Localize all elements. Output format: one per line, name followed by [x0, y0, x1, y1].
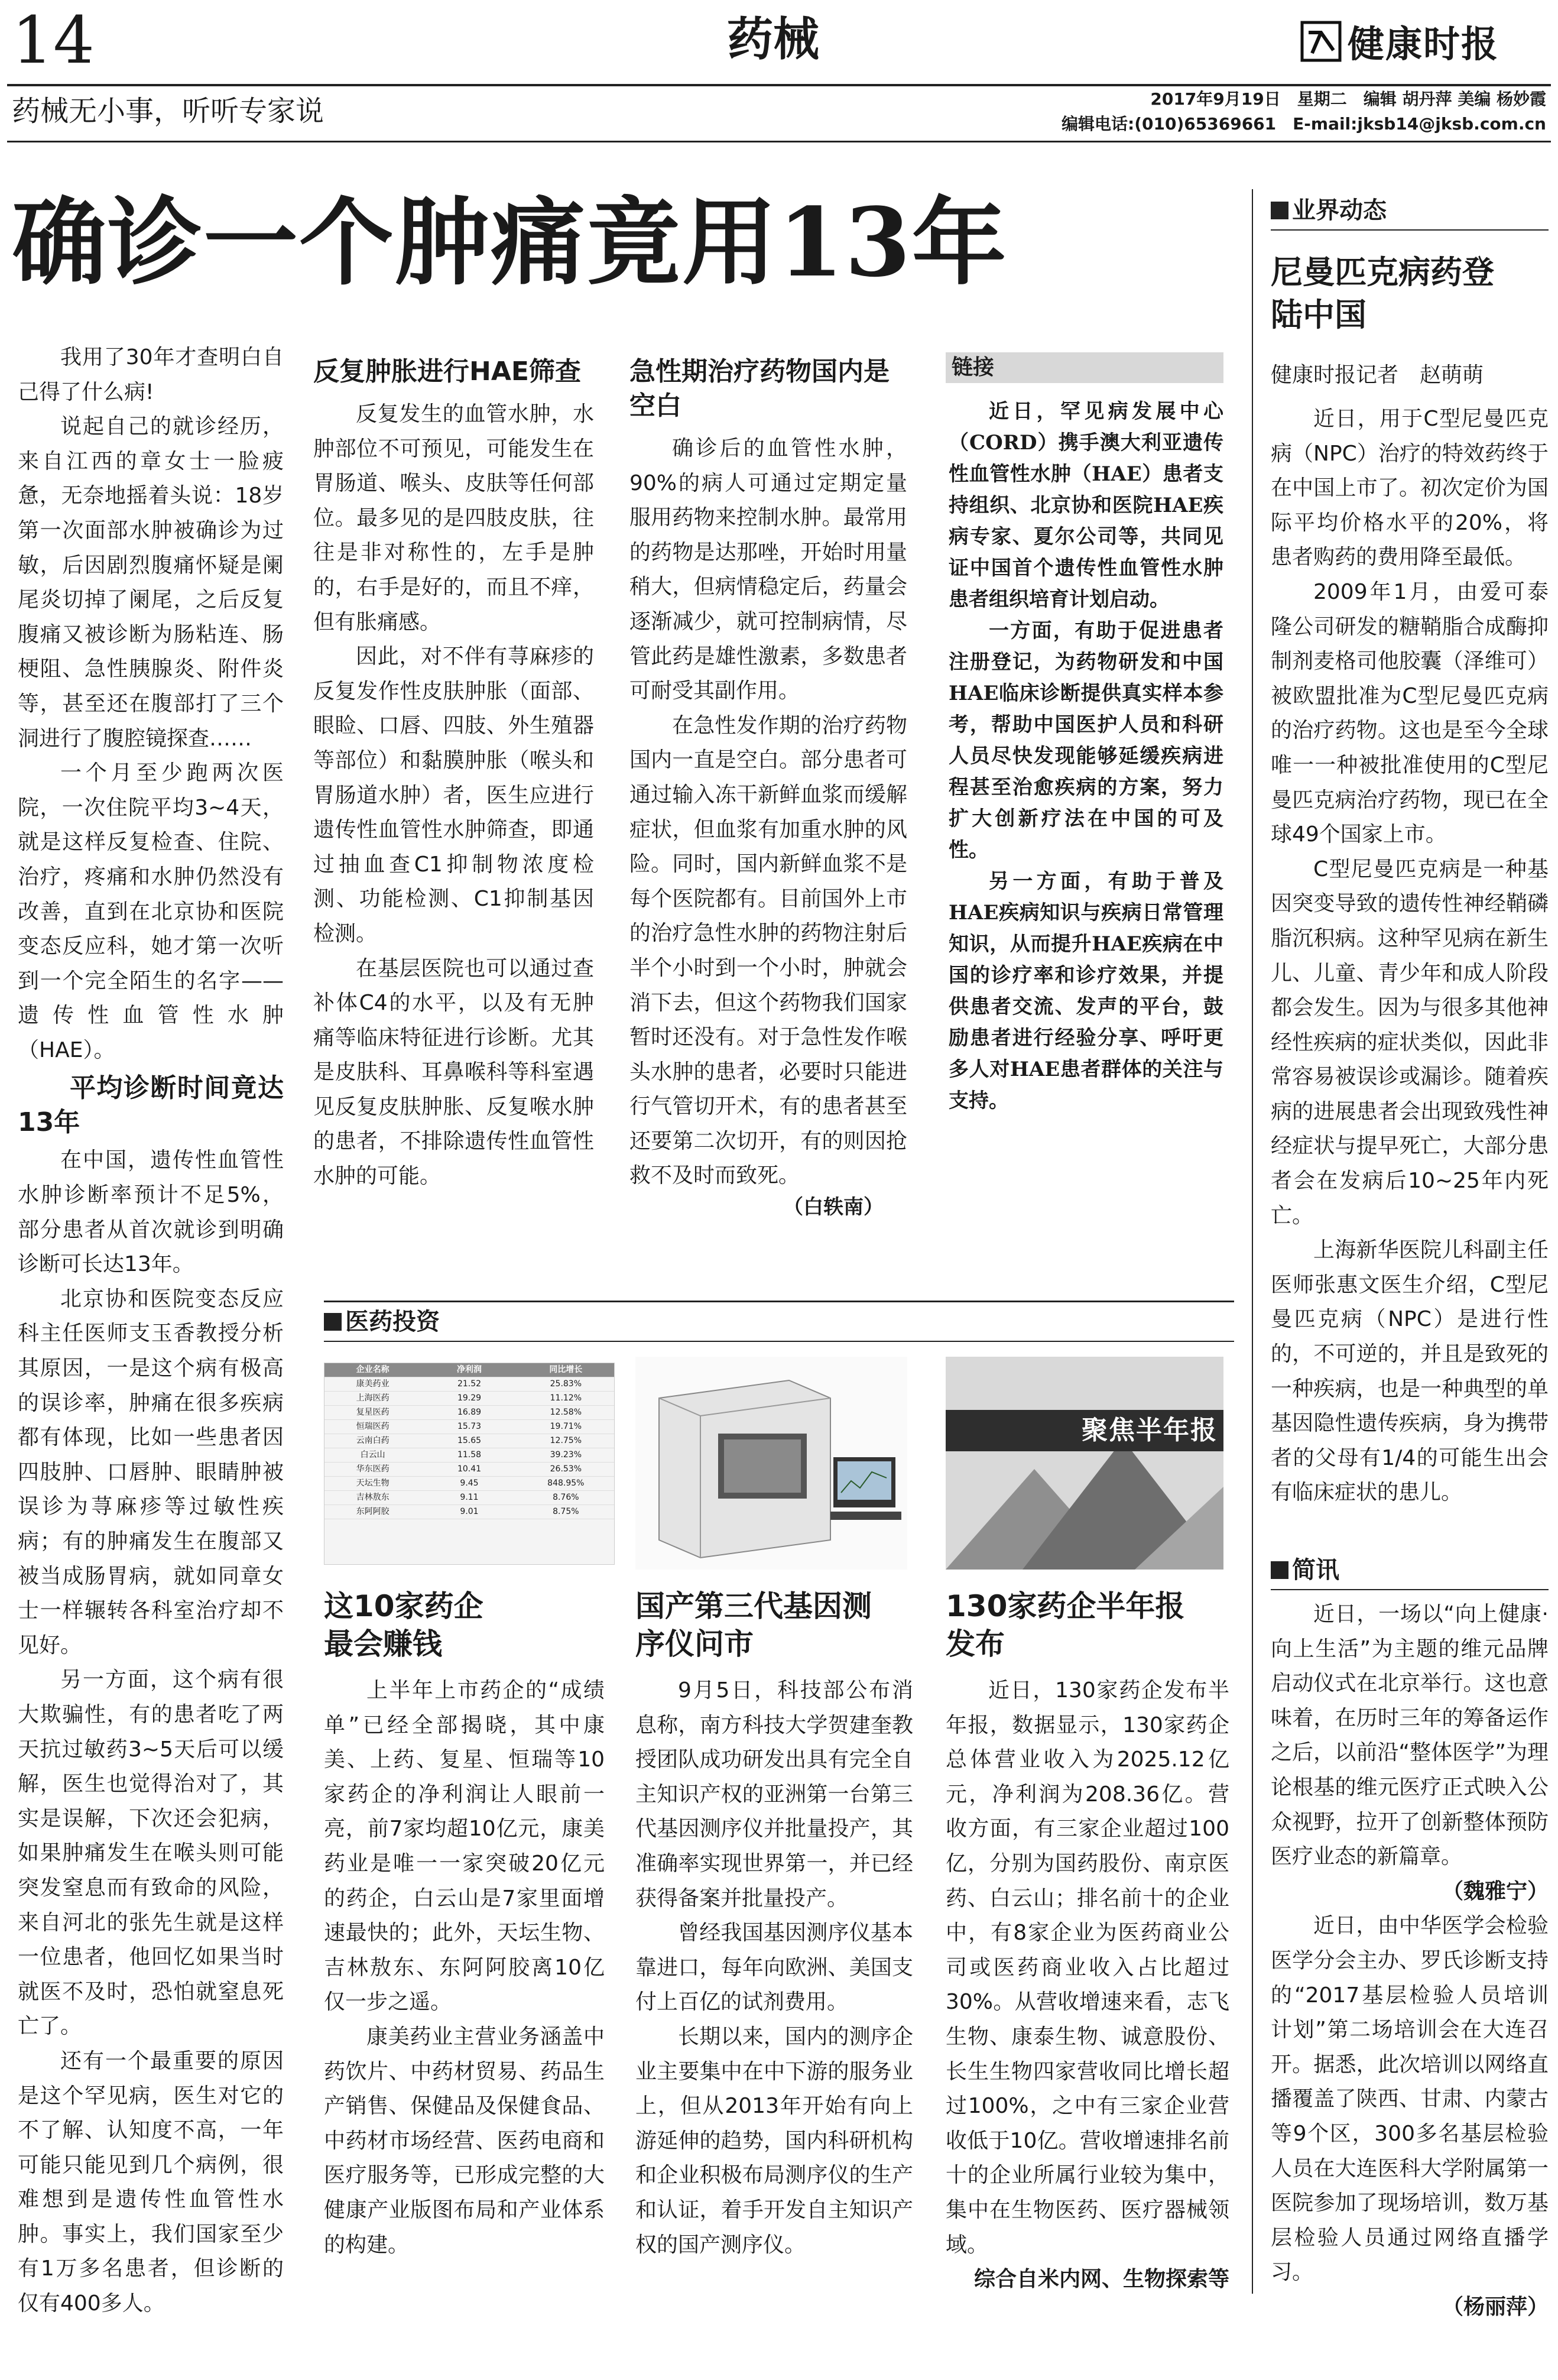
paragraph: 9月5日，科技部公布消息称，南方科技大学贺建奎教授团队成功研发出具有完全自主知识产权的亚洲第一台第三代基因测序仪并批量投产，其准确率实现世界第一，并已经获得备案并批量投产。 [635, 1678, 913, 1911]
half-year-report-image [946, 1357, 1223, 1570]
table-cell: 8.75% [553, 1507, 579, 1516]
invest-label-text: 医药投资 [345, 1308, 440, 1335]
table-cell: 15.73 [457, 1422, 482, 1431]
industry-byline: 健康时报记者 赵萌萌 [1271, 363, 1484, 387]
table-cell: 吉林敖东 [356, 1493, 390, 1502]
invest-story3 [946, 1587, 1229, 2297]
table-row [324, 1448, 614, 1463]
paragraph: 在急性发作期的治疗药物国内一直是空白。部分患者可通过输入冻干新鲜血浆而缓解症状，但血浆有加重水肿的风险。同时，国内新鲜血浆不是每个医院都有。目前国外上市的治疗急性水肿的药物注射后半个小时到一个小时，肿就会消下去，但这个药物我们国家暂时还没有。对于急性发作喉头水肿的患者，必要时只能进行气管切开术，有的患者甚至还要第二次切开，有的则因抢救不及时而致死。 [629, 713, 907, 1188]
table-row [324, 1463, 614, 1477]
table-cell: 10.41 [457, 1464, 482, 1474]
table-row [324, 1377, 614, 1392]
invest-section-label [324, 1306, 440, 1337]
main-col1 [18, 341, 284, 2321]
table-cell: 12.58% [550, 1408, 582, 1417]
table-row [324, 1434, 614, 1448]
paragraph: 长期以来，国内的测序企业主要集中在中下游的服务业上，但从2013年开始有向上游延伸的趋势，国内科研机构和企业积极布局测序仪的生产和认证，着手开发自主知识产权的国产测序仪。 [635, 2024, 913, 2257]
main-col3 [629, 355, 907, 1221]
link-label: 链接 [952, 355, 995, 380]
paragraph: C型尼曼匹克病是一种基因突变导致的遗传性神经鞘磷脂沉积病。这种罕见病在新生儿、儿童、青少年和成人阶段都会发生。因为与很多其他神经性疾病的症状类似，因此非常容易被误诊或漏诊。随着疾病的进展患者会出现致残性神经症状与提早死亡，大部分患者会在发病后10~25年内死亡。 [1271, 857, 1549, 1228]
table-row [324, 1505, 614, 1519]
gene-sequencer-illustration [635, 1357, 907, 1570]
table-cell: 26.53% [550, 1464, 582, 1474]
paragraph: 另一方面，这个病有很大欺骗性，有的患者吃了两天抗过敏药3~5天后可以缓解，医生也觉得治对了，其实是误解，下次还会犯病，如果肿痛发生在喉头则可能突发窒息而有致命的风险，来自河北的张先生就是这样一位患者，他回忆如果当时就医不及时，恐怕就窒息死亡了。 [18, 1668, 284, 2039]
table-row [324, 1406, 614, 1420]
page-number: 14 [12, 2, 95, 78]
table-cell: 15.65 [457, 1436, 482, 1445]
table-cell: 19.29 [457, 1393, 482, 1403]
masthead-emblem-icon [1300, 21, 1342, 62]
column-slogan: 药械无小事，听听专家说 [12, 95, 324, 128]
table-cell: 12.75% [550, 1436, 582, 1445]
table-header-cell: 同比增长 [549, 1365, 583, 1374]
table-cell: 9.45 [460, 1478, 479, 1488]
paragraph: 近日，罕见病发展中心（CORD）携手澳大利亚遗传性血管性水肿（HAE）患者支持组织、北京协和医院HAE疾病专家、夏尔公司等，共同见证中国首个遗传性血管性水肿患者组织培育计划启动。 [949, 400, 1223, 611]
table-cell: 16.89 [457, 1408, 482, 1417]
table-cell: 9.11 [460, 1493, 479, 1502]
paragraph: 曾经我国基因测序仪基本靠进口，每年向欧洲、美国支付上百亿的试剂费用。 [635, 1921, 913, 2015]
brief-label-text: 简讯 [1292, 1557, 1339, 1584]
table-cell: 白云山 [360, 1450, 385, 1460]
main-headline: 确诊一个肿痛竟用13年 [12, 187, 1008, 298]
table-cell: 21.52 [457, 1379, 482, 1389]
paragraph: 一个月至少跑两次医院，一次住院平均3~4天，就是这样反复检查、住院、治疗，疼痛和水肿仍然没有改善，直到在北京协和医院变态反应科，她才第一次听到一个完全陌生的名字——遗传性血管性水肿（HAE）。 [18, 761, 284, 1062]
date-editor-line: 2017年9月19日 星期二 编辑 胡丹萍 美编 杨妙霞 [1150, 89, 1546, 109]
paragraph: 一方面，有助于促进患者注册登记，为药物研发和中国HAE临床诊断提供真实样本参考，帮助中国医护人员和科研人员尽快发现能够延缓疾病进程甚至治愈疾病的方案，努力扩大创新疗法在中国的可及性。 [949, 619, 1223, 862]
table-cell: 上海医药 [356, 1393, 390, 1403]
paragraph: 上海新华医院儿科副主任医师张惠文医生介绍，C型尼曼匹克病（NPC）是进行性的，不可逆的，并且是致死的一种疾病，也是一种典型的单基因隐性遗传疾病，身为携带者的父母有1/4的可能生出会有临床症状的患儿。 [1271, 1238, 1549, 1505]
industry-label-text: 业界动态 [1292, 197, 1387, 224]
paragraph: 北京协和医院变态反应科主任医师支玉香教授分析其原因，一是这个病有极高的误诊率，肿痛在很多疾病都有体现，比如一些患者因四肢肿、口唇肿、眼睛肿被误诊为荨麻疹等过敏性疾病；有的肿痛发生在腹部又被当成肠胃病，就如同章女士一样辗转各科室治疗却不见好。 [18, 1286, 284, 1658]
paragraph: 近日，一场以“向上健康·向上生活”为主题的维元品牌启动仪式在北京举行。这也意味着，在历时三年的筹备运作之后，以前沿“整体医学”为理论根基的维元医疗正式映入公众视野，拉开了创新整体预防医疗业态的新篇章。 [1271, 1602, 1549, 1869]
table-header-cell: 净利润 [456, 1365, 482, 1374]
subhead-hae-screening: 反复肿胀进行HAE筛查 [313, 356, 581, 387]
brief-body [1271, 1597, 1549, 2324]
table-cell: 25.83% [550, 1379, 582, 1389]
masthead-logo [1300, 15, 1499, 67]
industry-headline: 尼曼匹克病药登陆中国 [1271, 254, 1494, 333]
table-row [324, 1491, 614, 1505]
contact-line: 编辑电话:(010)65369661 E-mail:jksb14@jksb.com.cn [1062, 114, 1546, 134]
table-cell: 19.71% [550, 1422, 582, 1431]
table-cell: 复星医药 [356, 1408, 390, 1417]
paragraph: 康美药业主营业务涵盖中药饮片、中药材贸易、药品生产销售、保健品及保健食品、中药材市场经营、医药电商和医疗服务等，已形成完整的大健康产业版图布局和产业体系的构建。 [324, 2024, 605, 2257]
brief-section-label [1271, 1555, 1339, 1585]
link-box-label [946, 352, 1223, 383]
industry-section-label [1271, 195, 1387, 226]
paragraph: 因此，对不伴有荨麻疹的反复发作性皮肤肿胀（面部、眼睑、口唇、四肢、外生殖器等部位）和黏膜肿胀（喉头和胃肠道水肿）者，医生应进行遗传性血管性水肿筛查，即通过抽血查C1抑制物浓度检测、功能检测、C1抑制基因检测。 [313, 644, 594, 946]
paragraph: 反复发生的血管水肿，水肿部位不可预见，可能发生在胃肠道、喉头、皮肤等任何部位。最多见的是四肢皮肤，往往是非对称性的，左手是肿的，右手是好的，而且不痒，但有胀痛感。 [313, 402, 594, 634]
story-headline: 国产第三代基因测序仪问市 [635, 1589, 872, 1661]
table-cell: 9.01 [460, 1507, 479, 1516]
section-title: 药械 [727, 13, 820, 66]
main-col2 [313, 355, 594, 1194]
table-row [324, 1392, 614, 1406]
paragraph: 近日，130家药企发布半年报，数据显示，130家药企总体营业收入为2025.12亿元，净利润为208.36亿。营收方面，有三家企业超过100亿，分别为国药股份、南京医药、白云山；排名前十的企业中，有8家企业为医药商业公司或医药商业收入占比超过30%。从营收增速来看，志飞生物、康泰生物、诚意股份、长生生物四家营收同比增长超过100%，之中有三家企业营收低于10亿。营收增速排名前十的企业所属行业较为集中，集中在生物医药、医疗器械领域。 [946, 1678, 1229, 2257]
invest-story1 [324, 1587, 605, 2262]
paragraph: 我用了30年才查明白自己得了什么病! [18, 345, 284, 404]
table-cell: 848.95% [547, 1478, 585, 1488]
sequencer-image [635, 1357, 907, 1570]
paragraph: 2009年1月，由爱可泰隆公司研发的糖鞘脂合成酶抑制剂麦格司他胶囊（泽维可）被欧盟批准为C型尼曼匹克病的治疗药物。这也是至今全球唯一一种被批准使用的C型尼曼匹克病治疗药物，现已在全球49个国家上市。 [1271, 579, 1549, 847]
table-cell: 11.58 [457, 1450, 482, 1460]
table-cell: 康美药业 [356, 1379, 390, 1389]
image-caption: 聚焦半年报 [1082, 1415, 1218, 1445]
byline: （魏雅宁） [1442, 1879, 1549, 1904]
paragraph: 另一方面，有助于普及HAE疾病知识与疾病日常管理知识，从而提升HAE疾病在中国的诊疗率和诊疗效果，并提供患者交流、发声的平台，鼓励患者进行经验分享、呼吁更多人对HAE患者群体的关注与支持。 [949, 870, 1223, 1113]
table-cell: 恒瑞医药 [356, 1422, 390, 1431]
paragraph: 近日，由中华医学会检验医学分会主办、罗氏诊断支持的“2017基层检验人员培训计划”第二场培训会在大连召开。据悉，此次培训以网络直播覆盖了陕西、甘肃、内蒙古等9个区，300多名基层检验人员在大连医科大学附属第一医院参加了现场培训，数万基层检验人员通过网络直播学习。 [1271, 1914, 1549, 2285]
byline: （杨丽萍） [1442, 2294, 1549, 2319]
table-row [324, 1420, 614, 1434]
subhead-acute-drug: 急性期治疗药物国内是空白 [629, 356, 890, 421]
table-cell: 东阿阿胶 [356, 1507, 390, 1516]
table-cell: 39.23% [550, 1450, 582, 1460]
byline: 综合自米内网、生物探索等 [973, 2267, 1229, 2292]
masthead-title: 健康时报 [1348, 22, 1499, 66]
paragraph: 说起自己的就诊经历，来自江西的章女士一脸疲惫，无奈地摇着头说：18岁第一次面部水肿被确诊为过敏，后因剧烈腹痛怀疑是阑尾炎切掉了阑尾，之后反复腹痛又被诊断为肠粘连、肠梗阻、急性胰腺炎、附件炎等，甚至还在腹部打了三个洞进行了腹腔镜探查…… [18, 414, 284, 751]
subhead-diagnosis-time: 平均诊断时间竟达13年 [18, 1073, 284, 1138]
profit-table-image [324, 1363, 615, 1565]
table-cell: 8.76% [553, 1493, 579, 1502]
table-cell: 11.12% [550, 1393, 582, 1403]
table-cell: 天坛生物 [356, 1478, 390, 1488]
story-headline: 130家药企半年报发布 [946, 1589, 1185, 1661]
table-cell: 云南白药 [356, 1436, 390, 1445]
industry-body [1271, 402, 1549, 1510]
table-row [324, 1477, 614, 1491]
paragraph: 在中国，遗传性血管性水肿诊断率预计不足5%，部分患者从首次就诊到明确诊断可长达13年。 [18, 1148, 284, 1277]
paragraph: 确诊后的血管性水肿，90%的病人可通过定期定量服用药物来控制水肿。最常用的药物是达那唑，开始时用量稍大，但病情稳定后，药量会逐渐减少，就可控制病情，尽管此药是雄性激素，多数患者可耐受其副作用。 [629, 436, 907, 703]
paragraph: 在基层医院也可以通过查补体C4的水平，以及有无肿痛等临床特征进行诊断。尤其是皮肤科、耳鼻喉科等科室遇见反复皮肤肿胀、反复喉水肿的患者，不排除遗传性血管性水肿的可能。 [313, 956, 594, 1189]
invest-story2 [635, 1587, 913, 2262]
byline: （白轶南） [783, 1195, 884, 1220]
table-header-row [324, 1363, 614, 1377]
paragraph: 近日，用于C型尼曼匹克病（NPC）治疗的特效药终于在中国上市了。初次定价为国际平均价格水平的20%，将患者购药的费用降至最低。 [1271, 407, 1549, 570]
link-box-body [949, 396, 1223, 1117]
table-header-cell: 企业名称 [356, 1365, 390, 1374]
story-headline: 这10家药企最会赚钱 [324, 1589, 483, 1661]
paragraph: 上半年上市药企的“成绩单”已经全部揭晓，其中康美、上药、复星、恒瑞等10家药企的净利润让人眼前一亮，前7家均超10亿元，康美药业是唯一一家突破20亿元的药企，白云山是7家里面增速最快的；此外，天坛生物、吉林敖东、东阿阿胶离10亿仅一步之遥。 [324, 1678, 605, 2015]
paragraph: 还有一个最重要的原因是这个罕见病，医生对它的不了解、认知度不高，一年可能只能见到几个病例，很难想到是遗传性血管性水肿。事实上，我们国家至少有1万多名患者，但诊断的仅有400多人。 [18, 2048, 284, 2316]
table-cell: 华东医药 [356, 1464, 390, 1474]
mountain-graphic-icon [946, 1357, 1223, 1570]
